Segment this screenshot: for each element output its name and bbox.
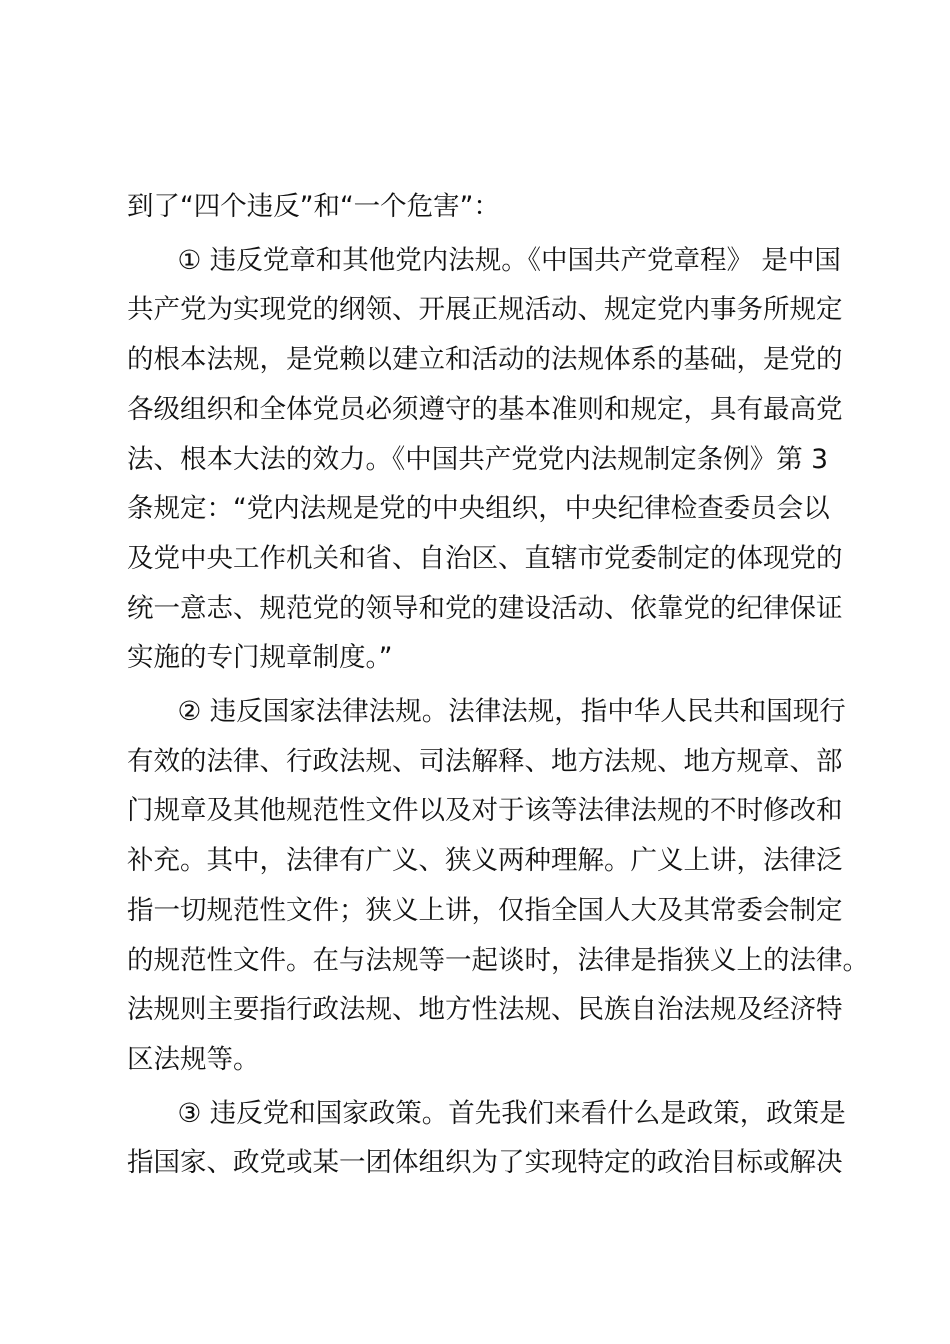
paragraph-line: ③ 违反党和国家政策。首先我们来看什么是政策，政策是	[127, 1097, 846, 1129]
intro-line: 到了“四个违反”和“一个危害”：	[127, 191, 500, 222]
paragraph-line: ① 违反党章和其他党内法规。《中国共产党章程》 是中国	[127, 244, 841, 276]
paragraph-line: 指国家、政党或某一团体组织为了实现特定的政治目标或解决	[127, 1147, 843, 1179]
paragraph-line: 条规定：“党内法规是党的中央组织，中央纪律检查委员会以	[127, 493, 830, 525]
paragraph-line: 门规章及其他规范性文件以及对于该等法律法规的不时修改和	[127, 795, 843, 827]
paragraph-line: 实施的专门规章制度。”	[127, 642, 393, 674]
paragraph-line: 法、根本大法的效力。《中国共产党党内法规制定条例》第 3	[127, 443, 829, 475]
paragraph-line: 各级组织和全体党员必须遵守的基本准则和规定，具有最高党	[127, 393, 843, 425]
paragraph-line: ② 违反国家法律法规。法律法规，指中华人民共和国现行	[127, 696, 846, 728]
paragraph-line: 补充。其中，法律有广义、狭义两种理解。广义上讲，法律泛	[127, 845, 843, 877]
paragraph-2	[127, 687, 869, 1085]
paragraph-line: 的根本法规，是党赖以建立和活动的法规体系的基础，是党的	[127, 344, 843, 376]
paragraph-line: 及党中央工作机关和省、自治区、直辖市党委制定的体现党的	[127, 542, 843, 574]
paragraph-3	[127, 1089, 847, 1188]
paragraph-line: 统一意志、规范党的领导和党的建设活动、依靠党的纪律保证	[127, 592, 843, 624]
paragraph-line: 共产党为实现党的纲领、开展正规活动、规定党内事务所规定	[127, 294, 843, 326]
paragraph-1	[127, 236, 847, 683]
document-body	[127, 182, 869, 1188]
paragraph-line: 指一切规范性文件；狭义上讲，仅指全国人大及其常委会制定	[127, 894, 843, 926]
paragraph-line: 法规则主要指行政法规、地方性法规、民族自治法规及经济特	[127, 994, 843, 1026]
paragraph-line: 区法规等。	[127, 1043, 260, 1075]
paragraph-line: 的规范性文件。在与法规等一起谈时，法律是指狭义上的法律。	[127, 944, 869, 976]
paragraph-line: 有效的法律、行政法规、司法解释、地方法规、地方规章、部	[127, 745, 843, 777]
